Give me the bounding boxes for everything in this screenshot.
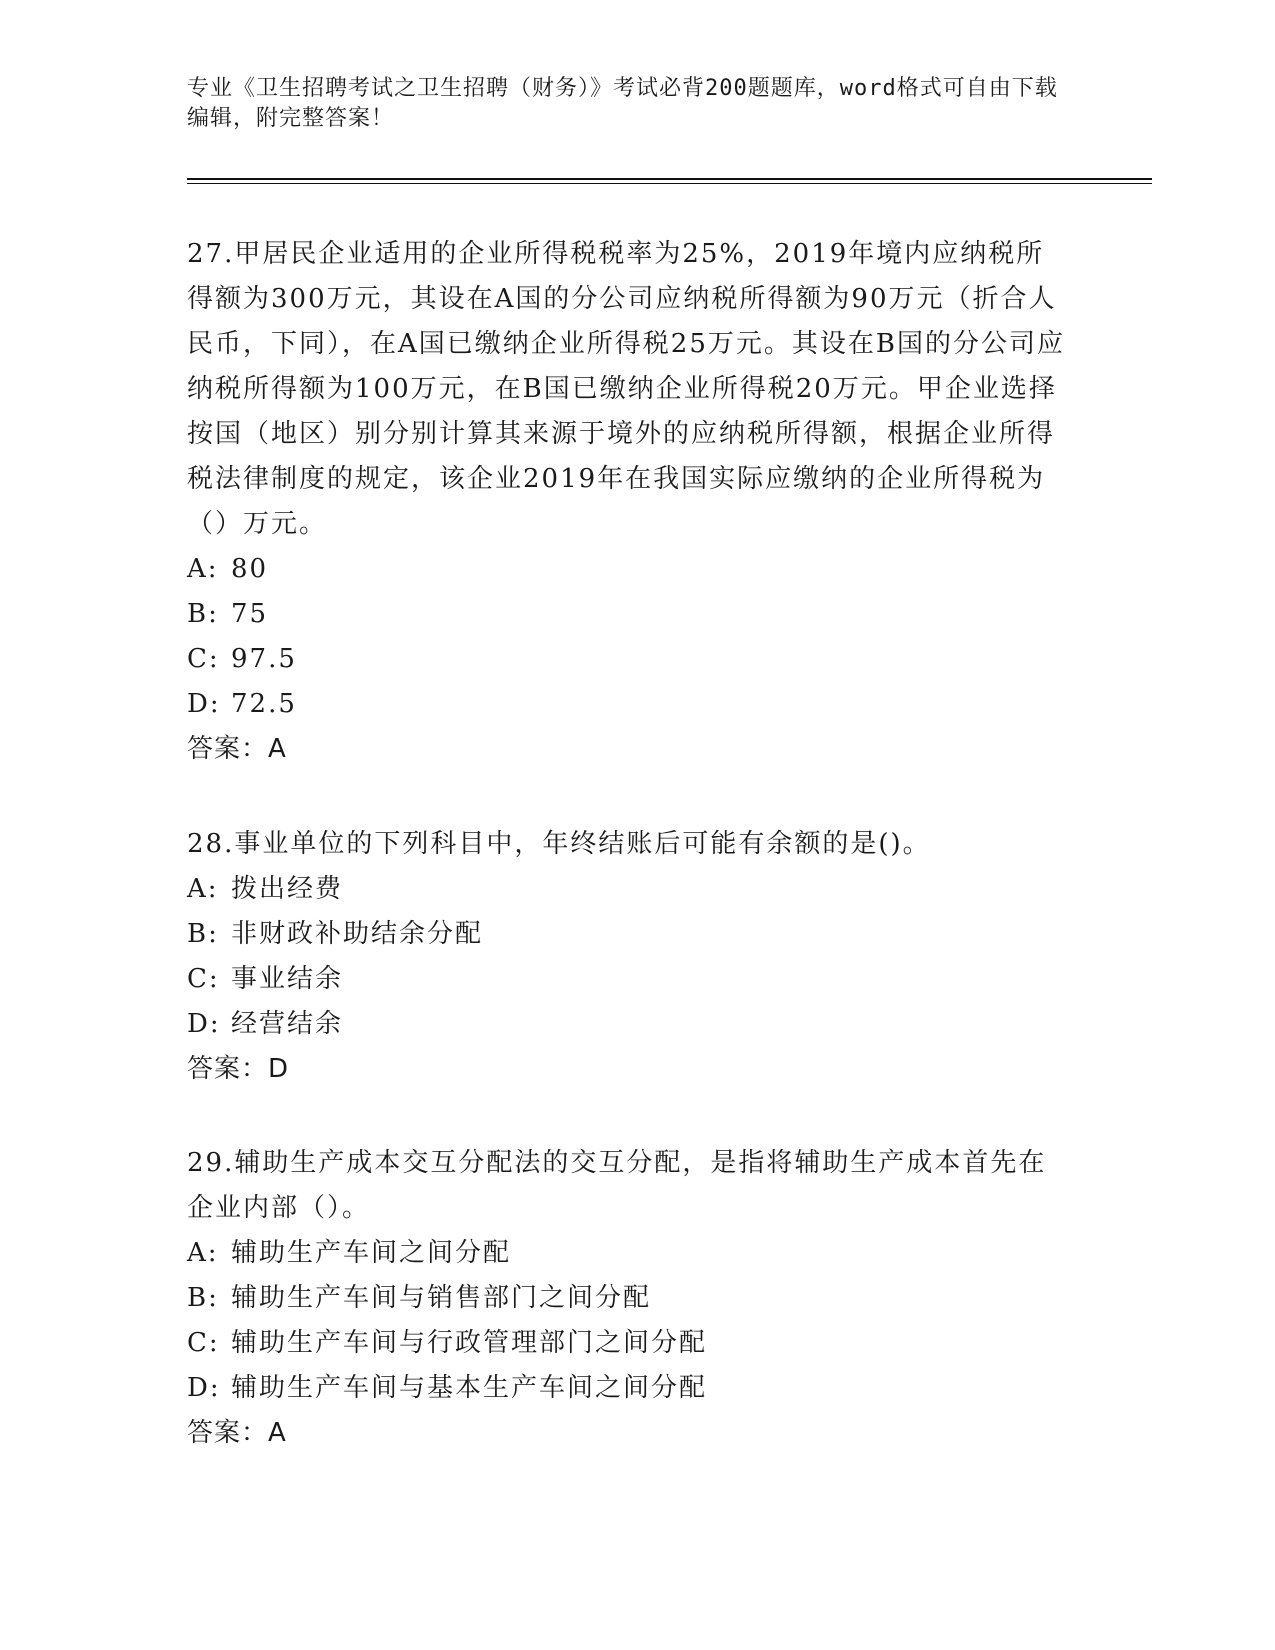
option-d xyxy=(187,1366,1067,1411)
option-b xyxy=(187,1276,1067,1321)
option-c xyxy=(187,957,1067,1002)
option-text: 80 xyxy=(231,554,269,584)
option-d xyxy=(187,1002,1067,1047)
question-stem: 29.辅助生产成本交互分配法的交互分配，是指将辅助生产成本首先在企业内部（）。 xyxy=(187,1148,1047,1223)
option-key: C: xyxy=(187,644,220,674)
option-key: B: xyxy=(187,599,219,629)
question-stem: 27.甲居民企业适用的企业所得税税率为25%，2019年境内应纳税所得额为300万元，其设在A国的分公司应纳税所得额为90万元（折合人民币，下同），在A国已缴纳企业所得税25万元。其设在B国的分公司应纳税所得额为100万元，在B国已缴纳企业所得税20万元。甲企业选择按国（地区）别分别计算其来源于境外的应纳税所得额，根据企业所得税法律制度的规定，该企业2019年在我国实际应缴纳的企业所得税为（）万元。 xyxy=(187,239,1065,539)
option-key: A: xyxy=(187,874,219,904)
question-block-27 xyxy=(187,232,1067,772)
question-block-29 xyxy=(187,1141,1067,1456)
option-key: D: xyxy=(187,689,221,719)
option-c xyxy=(187,637,1067,682)
option-b xyxy=(187,592,1067,637)
question-block-28 xyxy=(187,822,1067,1092)
answer-line: 答案：A xyxy=(187,1418,287,1448)
option-text: 非财政补助结余分配 xyxy=(231,919,484,949)
option-text: 拨出经费 xyxy=(231,874,344,904)
option-text: 72.5 xyxy=(231,689,297,719)
option-key: A: xyxy=(187,1238,219,1268)
option-key: C: xyxy=(187,1328,220,1358)
option-key: C: xyxy=(187,964,220,994)
option-key: A: xyxy=(187,554,219,584)
option-key: D: xyxy=(187,1373,221,1403)
answer-line: 答案：A xyxy=(187,734,287,764)
option-text: 97.5 xyxy=(231,644,297,674)
question-stem: 28.事业单位的下列科目中，年终结账后可能有余额的是()。 xyxy=(187,829,931,859)
option-b xyxy=(187,912,1067,957)
header-divider-thin xyxy=(187,183,1152,184)
option-text: 经营结余 xyxy=(231,1009,344,1039)
option-text: 辅助生产车间与行政管理部门之间分配 xyxy=(231,1328,708,1358)
option-text: 事业结余 xyxy=(231,964,344,994)
header-note: 专业《卫生招聘考试之卫生招聘（财务）》考试必背200题题库，word格式可自由下载编辑，附完整答案！ xyxy=(187,76,1058,131)
option-c xyxy=(187,1321,1067,1366)
option-a xyxy=(187,867,1067,912)
option-a xyxy=(187,1231,1067,1276)
option-text: 辅助生产车间与基本生产车间之间分配 xyxy=(231,1373,708,1403)
option-d xyxy=(187,682,1067,727)
option-key: B: xyxy=(187,1283,219,1313)
header-divider-thick xyxy=(187,178,1152,180)
option-text: 辅助生产车间之间分配 xyxy=(231,1238,512,1268)
option-text: 辅助生产车间与销售部门之间分配 xyxy=(231,1283,652,1313)
answer-line: 答案：D xyxy=(187,1054,290,1084)
option-text: 75 xyxy=(231,599,269,629)
option-key: B: xyxy=(187,919,219,949)
option-a xyxy=(187,547,1067,592)
option-key: D: xyxy=(187,1009,221,1039)
